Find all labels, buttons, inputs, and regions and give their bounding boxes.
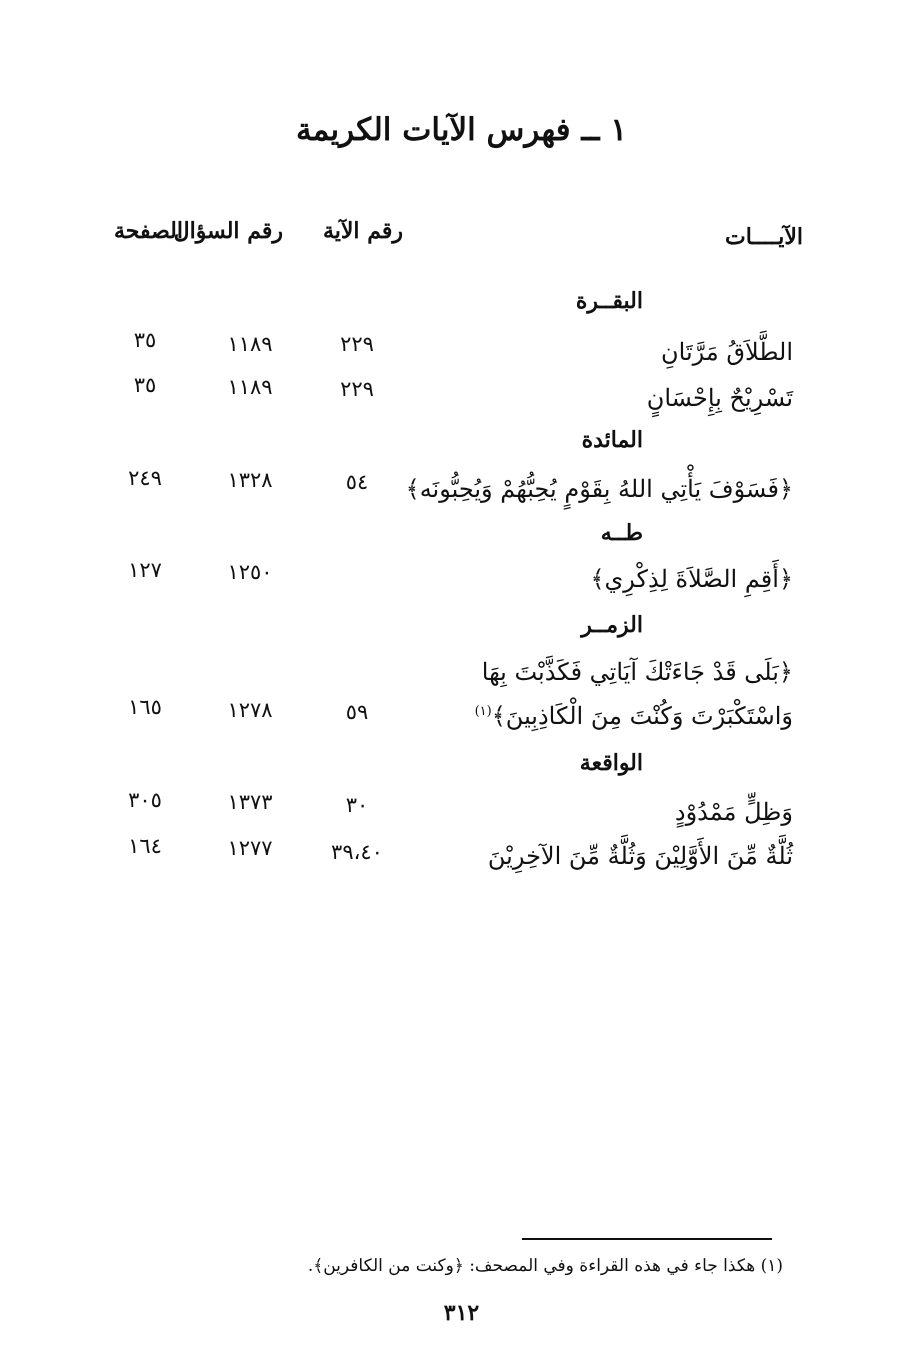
verse-text: وَاسْتَكْبَرْتَ وَكُنْتَ مِنَ الْكَاذِبِينَ﴾ xyxy=(491,702,793,730)
page-ref: ٣٥ xyxy=(133,373,157,397)
sura-heading: الواقعة xyxy=(579,750,643,776)
question-number: ١٣٧٣ xyxy=(227,790,273,814)
page-ref: ٣٥ xyxy=(133,328,157,352)
sura-heading: طــه xyxy=(600,520,643,546)
verse-text: ﴿بَلَى قَدْ جَاءَتْكَ آيَاتِي فَكَذَّبْتَ بِهَا xyxy=(481,658,793,686)
aya-number: ٥٩ xyxy=(345,700,369,724)
header-question-number: رقم السؤال xyxy=(173,218,283,244)
header-page: الصفحة xyxy=(113,218,183,244)
question-number: ١١٨٩ xyxy=(227,332,273,356)
page-ref: ١٦٤ xyxy=(128,834,162,858)
aya-number: ٣٩،٤٠ xyxy=(331,840,383,864)
verse-text: تَسْرِيْحٌ بِإِحْسَانٍ xyxy=(646,384,793,412)
footnote-divider xyxy=(522,1238,772,1240)
page-ref: ٣٠٥ xyxy=(128,788,162,812)
aya-number: ٢٢٩ xyxy=(340,377,374,401)
footnote: (١) هكذا جاء في هذه القراءة وفي المصحف: ﴿وكنت من الكافرين﴾. xyxy=(307,1256,783,1276)
verse-text: ﴿فَسَوْفَ يَأْتِي اللهُ بِقَوْمٍ يُحِبُّهُمْ وَيُحِبُّونَه﴾ xyxy=(405,475,793,503)
page-title: ١ ــ فهرس الآيات الكريمة xyxy=(295,112,628,148)
question-number: ١٢٧٨ xyxy=(227,698,273,722)
question-number: ١٣٢٨ xyxy=(227,468,273,492)
aya-number: ٢٢٩ xyxy=(340,332,374,356)
page-ref: ٢٤٩ xyxy=(128,466,162,490)
page-ref: ١٢٧ xyxy=(128,558,162,582)
verse-text: ﴿أَقِمِ الصَّلاَةَ لِذِكْرِي﴾ xyxy=(590,565,793,593)
sura-heading: الزمــر xyxy=(581,612,643,638)
question-number: ١١٨٩ xyxy=(227,375,273,399)
footnote-marker: (١) xyxy=(474,704,492,719)
verse-text: الطَّلاَقُ مَرَّتَانِ xyxy=(661,338,793,366)
header-aya-number: رقم الآية xyxy=(322,218,403,244)
verse-text: ثُلَّةٌ مِّنَ الأَوَّلِيْنَ وَثُلَّةٌ مِّنَ الآخِرِيْنَ xyxy=(487,842,793,870)
sura-heading: المائدة xyxy=(581,427,643,453)
question-number: ١٢٧٧ xyxy=(227,836,273,860)
header-ayat: الآيــــات xyxy=(725,224,803,250)
verse-text: وَظِلٍّ مَمْدُوْدٍ xyxy=(674,798,793,826)
sura-heading: البقــرة xyxy=(575,288,643,314)
page-ref: ١٦٥ xyxy=(128,695,162,719)
aya-number: ٣٠ xyxy=(345,793,369,817)
verse-text-with-footnote xyxy=(475,702,793,730)
aya-number: ٥٤ xyxy=(345,470,369,494)
page-number: ٣١٢ xyxy=(443,1300,480,1326)
question-number: ١٢٥٠ xyxy=(227,560,273,584)
